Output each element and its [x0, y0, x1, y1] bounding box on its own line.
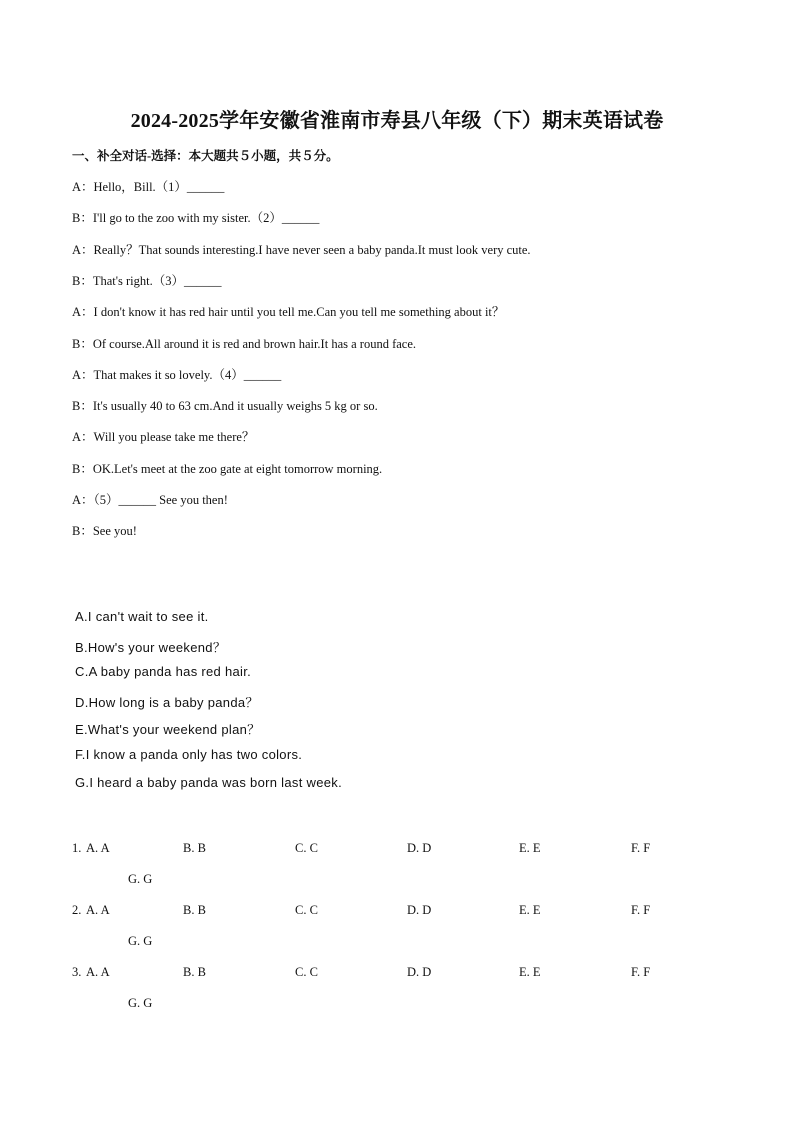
- dialogue-line: B：That's right.（3）______: [72, 273, 222, 288]
- choice-option[interactable]: C. C: [295, 841, 318, 855]
- answer-option: C.A baby panda has red hair.: [75, 664, 252, 680]
- choice-option[interactable]: F. F: [631, 965, 651, 980]
- choice-option[interactable]: A. A: [86, 903, 110, 918]
- answer-option: G.I heard a baby panda was born last week.: [75, 774, 342, 790]
- choice-option[interactable]: A. A: [86, 965, 110, 980]
- choice-option[interactable]: G. G: [128, 872, 153, 886]
- dialogue-line: B：I'll go to the zoo with my sister.（2）______: [72, 211, 320, 226]
- page-title: 2024-2025学年安徽省淮南市寿县八年级（下）期末英语试卷: [130, 110, 664, 132]
- question-number: 3.: [72, 965, 82, 980]
- choice-option[interactable]: C. C: [295, 965, 318, 980]
- dialogue-line: B：OK.Let's meet at the zoo gate at eight tomorrow morning.: [72, 461, 383, 476]
- choice-option[interactable]: E. E: [519, 965, 541, 980]
- answer-option: E.What's your weekend plan？: [75, 722, 261, 738]
- dialogue-line: B：See you!: [72, 524, 137, 539]
- choice-option[interactable]: G. G: [128, 996, 153, 1011]
- choice-option[interactable]: D. D: [407, 903, 432, 918]
- choice-option[interactable]: B. B: [183, 903, 206, 918]
- question-number: 1.: [72, 841, 82, 855]
- dialogue-line: A：Really？That sounds interesting.I have never seen a baby panda.It must look very cute.: [72, 242, 531, 257]
- answer-option: B.How's your weekend？: [75, 639, 227, 655]
- answer-option: F.I know a panda only has two colors.: [75, 747, 303, 762]
- section-heading: 一、补全对话-选择：本大题共５小题，共５分。: [72, 149, 339, 163]
- choice-option[interactable]: E. E: [519, 903, 541, 918]
- question-number: 2.: [72, 903, 82, 918]
- dialogue-line: A：（5）______ See you then!: [72, 493, 228, 507]
- dialogue-line: B：Of course.All around it is red and brown hair.It has a round face.: [72, 336, 417, 351]
- answer-option: A.I can't wait to see it.: [75, 609, 209, 624]
- dialogue-line: A：Hello，Bill.（1）______: [72, 180, 225, 194]
- choice-option[interactable]: F. F: [631, 841, 651, 855]
- dialogue-line: B：It's usually 40 to 63 cm.And it usually weighs 5 kg or so.: [72, 399, 378, 414]
- dialogue-line: A：That makes it so lovely.（4）______: [72, 367, 282, 382]
- answer-option: D.How long is a baby panda？: [75, 694, 259, 710]
- choice-option[interactable]: F. F: [631, 903, 651, 918]
- choice-option[interactable]: E. E: [519, 841, 541, 855]
- choice-option[interactable]: D. D: [407, 965, 432, 980]
- dialogue-line: A：Will you please take me there？: [72, 430, 255, 445]
- choice-option[interactable]: D. D: [407, 841, 432, 855]
- dialogue-line: A：I don't know it has red hair until you tell me.Can you tell me something about it？: [72, 305, 505, 320]
- choice-option[interactable]: B. B: [183, 841, 206, 855]
- choice-option[interactable]: G. G: [128, 934, 153, 949]
- choice-option[interactable]: B. B: [183, 965, 206, 980]
- choice-option[interactable]: C. C: [295, 903, 318, 918]
- choice-option[interactable]: A. A: [86, 841, 110, 855]
